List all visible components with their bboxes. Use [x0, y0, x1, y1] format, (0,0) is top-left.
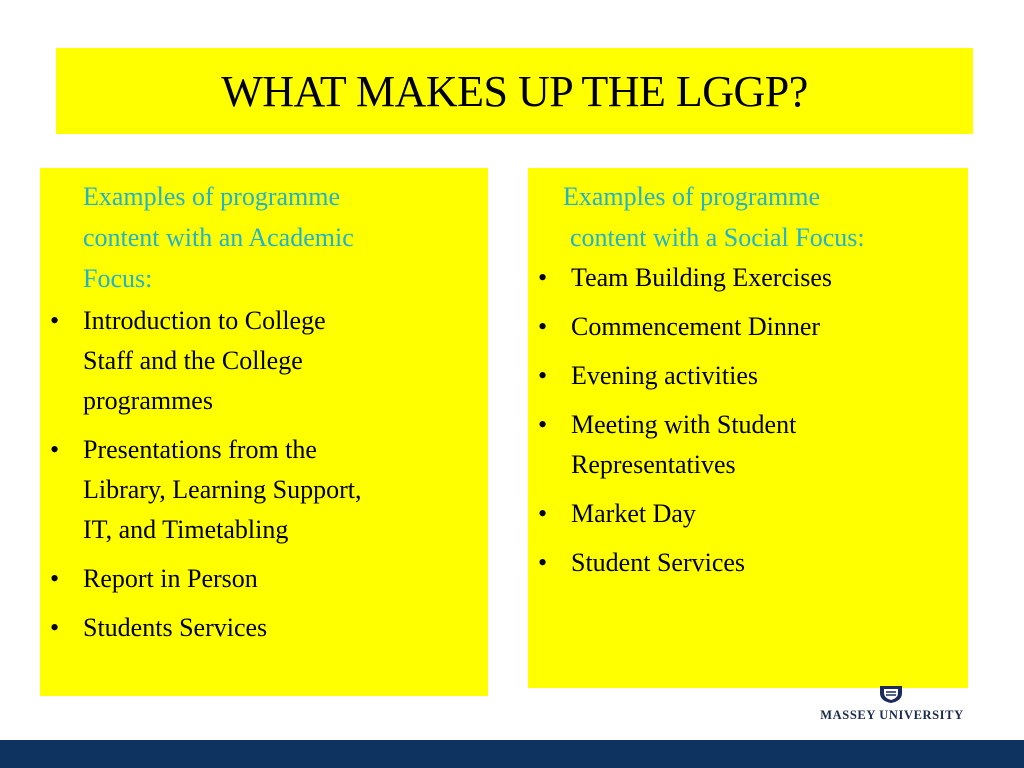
item-line: Presentations from the [83, 435, 317, 464]
list-item [48, 559, 478, 599]
bullet-icon: • [538, 361, 548, 390]
item-line: Report in Person [83, 564, 258, 593]
social-focus-heading [536, 176, 958, 258]
list-item [536, 307, 958, 347]
list-item [536, 494, 958, 534]
bullet-icon: • [538, 499, 548, 528]
massey-crest-icon [876, 684, 906, 704]
item-line: Team Building Exercises [571, 263, 833, 292]
list-item [536, 543, 958, 583]
bullet-icon: • [50, 613, 60, 642]
title-banner [56, 48, 973, 134]
bullet-icon: • [538, 548, 548, 577]
slide-title: WHAT MAKES UP THE LGGP? [221, 66, 808, 116]
social-focus-panel [528, 168, 968, 688]
social-focus-list [536, 258, 958, 583]
heading-line: Focus: [83, 264, 153, 293]
bullet-icon: • [50, 435, 60, 464]
list-item [536, 405, 958, 485]
item-line: Evening activities [571, 361, 759, 390]
heading-line: Examples of programme [83, 182, 341, 211]
item-line: Introduction to College [83, 306, 326, 335]
item-line: programmes [83, 386, 213, 415]
item-line: Meeting with Student [571, 410, 797, 439]
heading-line: Examples of programme [563, 182, 821, 211]
list-item [48, 301, 478, 421]
bullet-icon: • [50, 306, 60, 335]
academic-focus-panel [40, 168, 488, 696]
item-line: Representatives [571, 450, 736, 479]
bullet-icon: • [50, 564, 60, 593]
bullet-icon: • [538, 410, 548, 439]
list-item [48, 430, 478, 550]
footer-bar [0, 740, 1024, 768]
university-name: MASSEY UNIVERSITY [820, 708, 964, 722]
list-item [48, 608, 478, 648]
bullet-icon: • [538, 312, 548, 341]
heading-line: content with an Academic [83, 223, 354, 252]
item-line: Staff and the College [83, 346, 303, 375]
item-line: Students Services [83, 613, 268, 642]
academic-focus-heading [48, 176, 478, 299]
university-logo [808, 672, 976, 732]
item-line: Commencement Dinner [571, 312, 821, 341]
heading-line: content with a Social Focus: [570, 223, 865, 252]
item-line: Student Services [571, 548, 746, 577]
academic-focus-list [48, 301, 478, 648]
item-line: IT, and Timetabling [83, 515, 289, 544]
list-item [536, 356, 958, 396]
list-item [536, 258, 958, 298]
item-line: Market Day [571, 499, 696, 528]
item-line: Library, Learning Support, [83, 475, 362, 504]
bullet-icon: • [538, 263, 548, 292]
